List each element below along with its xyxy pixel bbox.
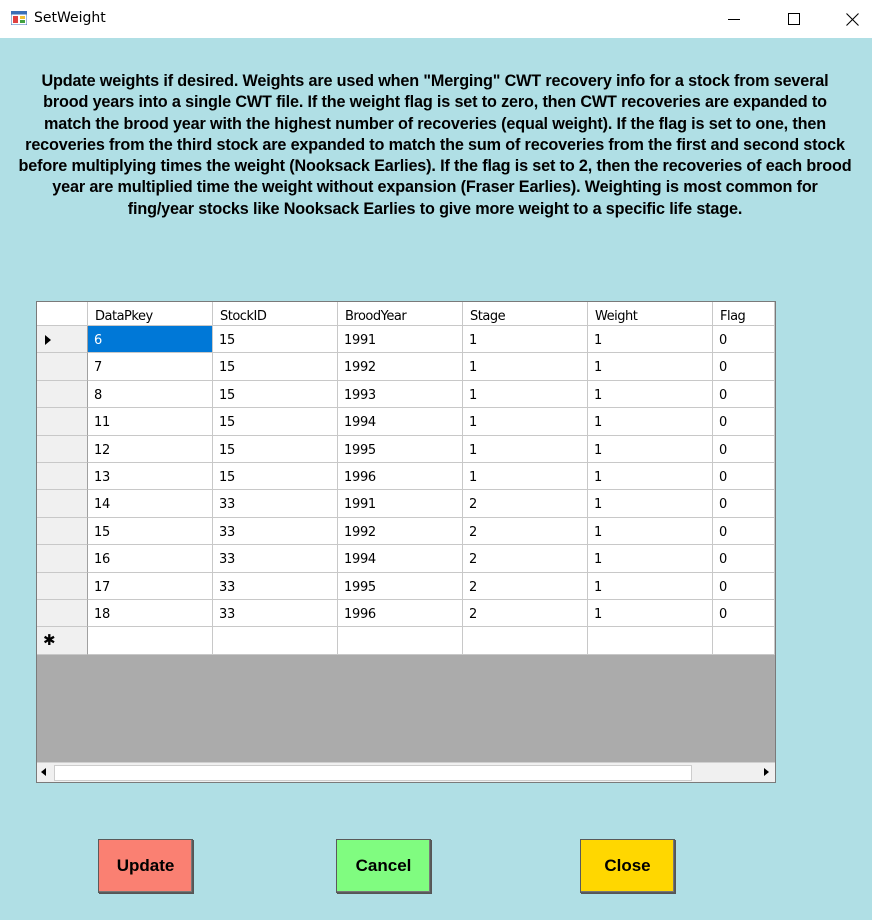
table-row[interactable]: [37, 490, 775, 517]
window-title: SetWeight: [34, 10, 106, 26]
cell-broodyear[interactable]: 1996: [338, 600, 463, 627]
cell-flag[interactable]: 0: [713, 545, 775, 572]
cell-flag[interactable]: 0: [713, 490, 775, 517]
row-header[interactable]: [37, 436, 88, 463]
row-header[interactable]: [37, 326, 88, 353]
cell-datapkey[interactable]: 15: [88, 518, 213, 545]
cell-stage[interactable]: 2: [463, 573, 588, 600]
cell-weight[interactable]: 1: [588, 545, 713, 572]
cancel-button[interactable]: Cancel: [336, 839, 431, 893]
cell-stage[interactable]: 1: [463, 408, 588, 435]
cell-stockid[interactable]: 15: [213, 463, 338, 490]
grid-rows: [37, 326, 775, 627]
cell-flag[interactable]: 0: [713, 518, 775, 545]
new-row-cell[interactable]: [88, 627, 213, 654]
close-window-button[interactable]: [823, 0, 872, 38]
cell-stockid[interactable]: 15: [213, 408, 338, 435]
cell-broodyear[interactable]: 1996: [338, 463, 463, 490]
cell-stage[interactable]: 1: [463, 381, 588, 408]
cell-stockid[interactable]: 15: [213, 436, 338, 463]
table-row[interactable]: [37, 326, 775, 353]
cell-stockid[interactable]: 33: [213, 518, 338, 545]
cell-stockid[interactable]: 15: [213, 381, 338, 408]
cell-broodyear[interactable]: 1995: [338, 436, 463, 463]
row-header[interactable]: [37, 463, 88, 490]
cell-flag[interactable]: 0: [713, 463, 775, 490]
cell-datapkey[interactable]: 14: [88, 490, 213, 517]
scroll-left-icon[interactable]: [41, 768, 46, 776]
cell-datapkey[interactable]: 7: [88, 353, 213, 380]
cell-datapkey[interactable]: 13: [88, 463, 213, 490]
cell-flag[interactable]: 0: [713, 573, 775, 600]
cell-stockid[interactable]: 33: [213, 573, 338, 600]
cell-stage[interactable]: 2: [463, 518, 588, 545]
row-header[interactable]: [37, 518, 88, 545]
horizontal-scrollbar[interactable]: [37, 762, 775, 782]
table-row[interactable]: [37, 353, 775, 380]
cell-broodyear[interactable]: 1993: [338, 381, 463, 408]
new-row-cell[interactable]: [213, 627, 338, 654]
new-row-cell[interactable]: [338, 627, 463, 654]
table-row[interactable]: [37, 408, 775, 435]
cell-broodyear[interactable]: 1992: [338, 518, 463, 545]
cell-weight[interactable]: 1: [588, 436, 713, 463]
cell-stage[interactable]: 2: [463, 490, 588, 517]
cell-weight[interactable]: 1: [588, 408, 713, 435]
row-header[interactable]: [37, 381, 88, 408]
cell-stage[interactable]: 1: [463, 353, 588, 380]
column-header-stage[interactable]: Stage: [463, 302, 588, 326]
cell-weight[interactable]: 1: [588, 381, 713, 408]
row-header[interactable]: [37, 408, 88, 435]
grid-header: [37, 302, 775, 326]
scroll-right-icon[interactable]: [764, 768, 769, 776]
column-header-broodyear[interactable]: BroodYear: [338, 302, 463, 326]
cell-datapkey[interactable]: 8: [88, 381, 213, 408]
cell-weight[interactable]: 1: [588, 600, 713, 627]
corner-header[interactable]: [37, 302, 88, 326]
cell-stage[interactable]: 2: [463, 545, 588, 572]
cell-flag[interactable]: 0: [713, 600, 775, 627]
new-row-cell[interactable]: [588, 627, 713, 654]
cell-stage[interactable]: 1: [463, 436, 588, 463]
cell-broodyear[interactable]: 1995: [338, 573, 463, 600]
close-button[interactable]: Close: [580, 839, 675, 893]
cell-flag[interactable]: 0: [713, 381, 775, 408]
minimize-button[interactable]: [705, 0, 763, 38]
minimize-icon: [728, 13, 740, 25]
close-icon: [846, 13, 859, 26]
instructions-label: Update weights if desired. Weights are used when "Merging" CWT recovery info for a stock from several brood years into a single CWT file. If the weight flag is set to zero, then CWT recoveries are expanded to match the brood year with the highest number of recoveries (equal weight). If the flag is set to one, then recoveries from the third stock are expanded to match the sum of recoveries from the first and second stock before multiplying times the weight (Nooksack Earlies). If the flag is set to 2, then the recoveries of each brood year are multiplied time the weight without expansion (Fraser Earlies). Weighting is most common for fing/year stocks like Nooksack Earlies to give more weight to a specific life stage.: [18, 72, 852, 218]
cell-stockid[interactable]: 15: [213, 326, 338, 353]
cell-datapkey[interactable]: 6: [88, 326, 213, 353]
new-row-cell[interactable]: [713, 627, 775, 654]
cell-weight[interactable]: 1: [588, 326, 713, 353]
app-icon: [11, 11, 27, 25]
table-row[interactable]: [37, 518, 775, 545]
cell-weight[interactable]: 1: [588, 463, 713, 490]
cell-stage[interactable]: 1: [463, 463, 588, 490]
cell-datapkey[interactable]: 16: [88, 545, 213, 572]
row-header[interactable]: [37, 353, 88, 380]
cell-weight[interactable]: 1: [588, 573, 713, 600]
row-header[interactable]: [37, 545, 88, 572]
new-row-header[interactable]: [37, 627, 88, 654]
maximize-icon: [788, 13, 800, 25]
row-header[interactable]: [37, 490, 88, 517]
cell-stockid[interactable]: 33: [213, 490, 338, 517]
current-row-icon: [45, 335, 51, 345]
cell-datapkey[interactable]: 17: [88, 573, 213, 600]
cell-stage[interactable]: 2: [463, 600, 588, 627]
table-row[interactable]: [37, 573, 775, 600]
cell-stockid[interactable]: 15: [213, 353, 338, 380]
cell-datapkey[interactable]: 12: [88, 436, 213, 463]
cell-broodyear[interactable]: 1992: [338, 353, 463, 380]
new-row-cell[interactable]: [463, 627, 588, 654]
title-bar: [0, 0, 872, 38]
column-header-stockid[interactable]: StockID: [213, 302, 338, 326]
cell-flag[interactable]: 0: [713, 408, 775, 435]
new-row[interactable]: [37, 627, 775, 654]
cell-stockid[interactable]: 33: [213, 600, 338, 627]
maximize-button[interactable]: [765, 0, 823, 38]
new-row-icon: ✱: [43, 631, 56, 650]
cell-broodyear[interactable]: 1994: [338, 545, 463, 572]
cell-datapkey[interactable]: 11: [88, 408, 213, 435]
cell-weight[interactable]: 1: [588, 490, 713, 517]
table-row[interactable]: [37, 600, 775, 627]
row-header[interactable]: [37, 600, 88, 627]
cell-flag[interactable]: 0: [713, 353, 775, 380]
cell-datapkey[interactable]: 18: [88, 600, 213, 627]
cell-broodyear[interactable]: 1991: [338, 490, 463, 517]
table-row[interactable]: [37, 545, 775, 572]
cell-weight[interactable]: 1: [588, 518, 713, 545]
update-button[interactable]: Update: [98, 839, 193, 893]
row-header[interactable]: [37, 573, 88, 600]
cell-weight[interactable]: 1: [588, 353, 713, 380]
cell-flag[interactable]: 0: [713, 436, 775, 463]
table-row[interactable]: [37, 463, 775, 490]
cell-stockid[interactable]: 33: [213, 545, 338, 572]
scrollbar-thumb[interactable]: [54, 765, 692, 781]
column-header-weight[interactable]: Weight: [588, 302, 713, 326]
cell-stage[interactable]: 1: [463, 326, 588, 353]
cell-broodyear[interactable]: 1994: [338, 408, 463, 435]
column-header-datapkey[interactable]: DataPkey: [88, 302, 213, 326]
table-row[interactable]: [37, 436, 775, 463]
weights-grid[interactable]: [36, 301, 776, 783]
cell-flag[interactable]: 0: [713, 326, 775, 353]
column-header-flag[interactable]: Flag: [713, 302, 775, 326]
table-row[interactable]: [37, 381, 775, 408]
cell-broodyear[interactable]: 1991: [338, 326, 463, 353]
